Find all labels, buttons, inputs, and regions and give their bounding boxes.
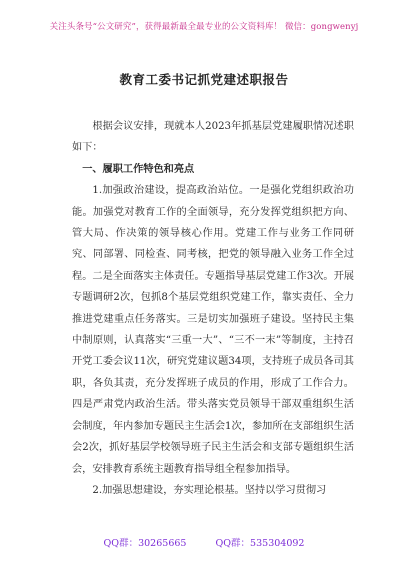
footer-qq-group-2: QQ群：535304092 — [215, 538, 305, 549]
footer-qq-group-1: QQ群：30265665 — [103, 538, 187, 549]
intro-paragraph: 根据会议安排，现就本人2023年抓基层党建履职情况述职如下： — [72, 121, 354, 154]
section-heading: 一、履职工作特色和亮点 — [82, 162, 195, 175]
body-paragraph: 1.加强政治建设，提高政治站位。一是强化党组织政治功能。加强党对教育工作的全面领导，充分发挥党组织把方向、管大局、作决策的领导核心作用。党建工作与业务工作同研究、同部署、同检查、同考核，把党的领导融入业务工作全过程。二是全面落实主体责任。专题指导基层党建工作3次。开展专题调研2次，包抓8个基层党组织党建工作，靠实责任、全力推进党建重点任务落实。三是切实加强班子建设。坚持民主集中制原则，认真落实“三重一大”、“三不一末”等制度，主持召开党工委会议11次，研究党建议题34项，支持班子成员各司其职，各负其责，充分发挥班子成员的作用，形成了工作合力。四是严肃党内政治生活。带头落实党员领导干部双重组织生活会制度，年内参加专题民主生活会1次，参加所在支部组织生活会2次，抓好基层学校领导班子民主生活会和支部专题组织生活会，安排教育系统主题教育指导组全程参加指导。 — [72, 185, 354, 475]
document-title: 教育工委书记抓党建述职报告 — [119, 72, 289, 87]
document-body — [72, 116, 354, 501]
footer-contact — [0, 535, 408, 549]
body-paragraph: 2.加强思想建设，夯实理论根基。坚持以学习贯彻习 — [92, 484, 327, 496]
header-promo-note: 关注头条号“公文研究”，获得最新最全最专业的公文资料库！ 微信：gongwenyj — [49, 22, 359, 32]
